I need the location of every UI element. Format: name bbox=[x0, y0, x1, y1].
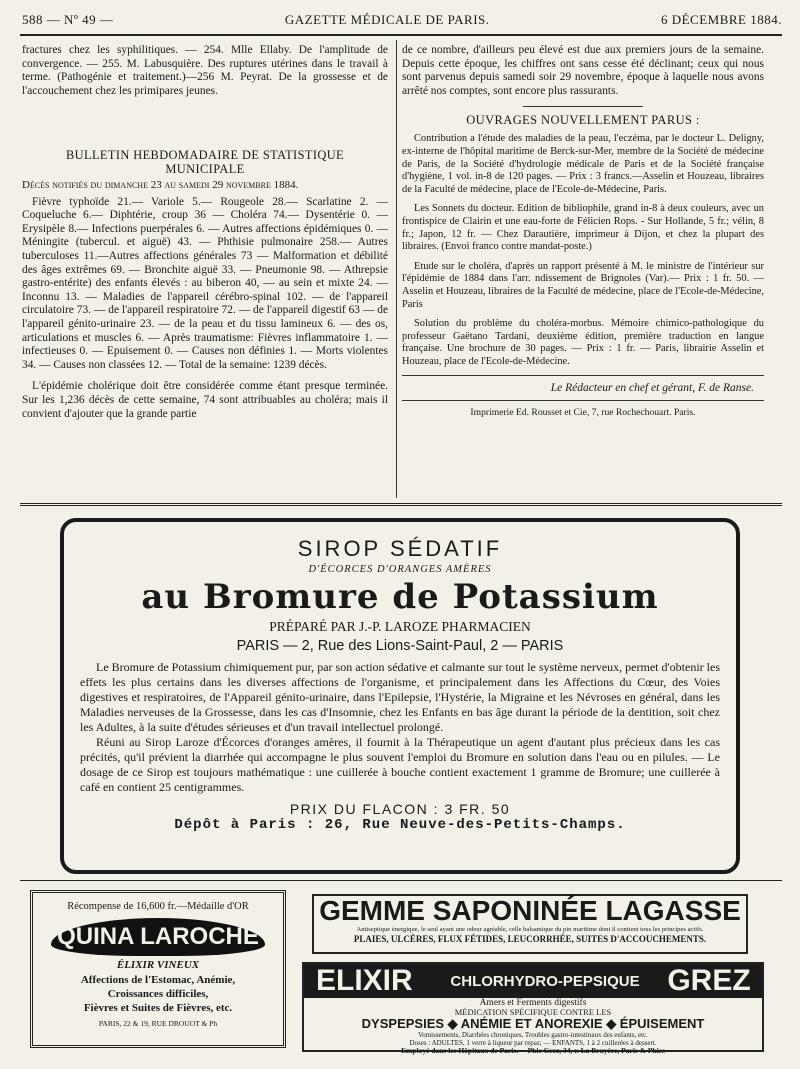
ad-elixir-grez bbox=[302, 962, 764, 1055]
ouvrage-sonnets: Les Sonnets du docteur. Edition de bibliophile, grand in-8 à deux couleurs, avec un frontispice de Clairin et une eau-forte de Félicien Rops. - Sur Hollande, 5 fr.; vélin, 8 fr.; Japon, 12 fr. — Chez Darautière, imprimeur à Dijon, et chez la plupart des libraires. (Envoi franco contre mandat-poste.) bbox=[402, 203, 764, 253]
ad-quina-banner: QUINA LAROCHE bbox=[51, 918, 265, 956]
section-rule bbox=[20, 503, 782, 506]
ad-sirop-sedatif bbox=[60, 518, 740, 874]
short-rule bbox=[523, 106, 643, 107]
ad-elixir-indications: DYSPEPSIES ◆ ANÉMIE ET ANOREXIE ◆ ÉPUISEMENT bbox=[361, 1016, 705, 1031]
ad-elixir-word: ELIXIR bbox=[316, 964, 413, 997]
issue-date: 6 DÉCEMBRE 1884. bbox=[660, 12, 782, 27]
ad-sirop-subtitle: D'ÉCORCES D'ORANGES AMÈRES bbox=[308, 564, 492, 575]
thesis-list: fractures chez les syphilitiques. — 254. Mlle Ellaby. De l'amplitude de convergence. — 255. M. Labusquière. Des ruptures utérines dans le travail à terme. (Pathogénie et traitement.)—256 M. Peyrat. De la grossesse et de l'accouchement chez les primipares jeunes. bbox=[22, 44, 388, 97]
ad-quina-indications: Affections de l'Estomac, Anémie, Croissances difficiles, Fièvres et Suites de Fièvres, etc. bbox=[80, 974, 236, 1014]
ad-sirop-para-1: Le Bromure de Potassium chimiquement pur, par son action sédative et calmante sur tout le système nerveux, permet d'obtenir les effets les plus certains dans les diverses affections de l'organisme, et principalement dans les Affections du Cœur, des Voies digestives et respiratoires, de l'Appareil génito-urinaire, dans l'Epilepsie, l'Hystérie, la Migraine et les Névroses en général, dans les Maladies nerveuses de la Grossesse, dans les cas d'Insomnie, chez les Enfants en bas âge durant la période de la dentition, soit chez les Adultes, à la suite d'études sérieuses et d'un travail intellectuel prolongé. bbox=[80, 660, 720, 734]
page-number: 588 — Nº 49 — bbox=[22, 12, 114, 27]
header-rule bbox=[20, 34, 782, 36]
ad-sirop-address: PARIS — 2, Rue des Lions-Saint-Paul, 2 — PARIS bbox=[236, 638, 564, 654]
ouvrage-cholera-etude: Etude sur le choléra, d'après un rapport présenté à M. le ministre de l'intérieur sur l'épidémie de 1884 dans l'arr. ndissement de Brignoles (Var).— Prix : 1 fr. 50. — Asselin et Houzeau, libraires de la Faculté de médecine, place de l'Ecole-de-Médecine, Paris bbox=[402, 260, 764, 310]
ad-quina-elixir: ÉLIXIR VINEUX bbox=[116, 959, 200, 971]
journal-title: GAZETTE MÉDICALE DE PARIS. bbox=[284, 12, 490, 27]
ad-gemme-indications: PLAIES, ULCÈRES, FLUX FÉTIDES, LEUCORRHÉE, SUITES D'ACCOUCHEMENTS. bbox=[353, 934, 707, 944]
ad-elixir-medication: MÉDICATION SPÉCIFIQUE CONTRE LES bbox=[454, 1007, 612, 1017]
ad-elixir-chlorhydro: CHLORHYDRO-PEPSIQUE bbox=[450, 972, 640, 990]
ouvrages-title: OUVRAGES NOUVELLEMENT PARUS : bbox=[466, 113, 700, 128]
ouvrage-cholera-solution: Solution du problème du choléra-morbus. Mémoire chimico-pathologique du professeur Gaëtano Tardani, deuxième édition, première traduction en langue française. Une brochure de 30 pages. — Prix : 1 fr. — Paris, librairie Asselin et Houzeau, place de l'Ecole-de-Médecine. bbox=[402, 318, 764, 367]
ad-sirop-para-2: Réuni au Sirop Laroze d'Écorces d'oranges amères, il fournit à la Thérapeutique un agent d'autant plus précieux dans les cas précités, qu'il prévient la diarrhée qui accompagne le plus souvent l'emploi du Bromure en solution dans l'eau ou en pilules. — Le dosage de ce Sirop est toujours mathématique : une cuillerée à bouche contient exactement 1 gramme de Bromure; une cuillerée à café en contient 25 centigrammes. bbox=[80, 735, 720, 794]
ad-sirop-headline: au Bromure de Potassium bbox=[141, 577, 659, 617]
page-header bbox=[22, 12, 782, 28]
ad-quina-address: PARIS, 22 & 19, RUE DROUOT & Ph bbox=[98, 1019, 218, 1028]
cholera-continuation: de ce nombre, d'ailleurs peu élevé est due aux premiers jours de la semaine. Depuis cette époque, les chiffres ont sans cesse été déclinant; ceux qui nous sont parvenus depuis samedi soir 29 novembre, époque à laquelle nous avons arrêté nos comptes, sont encore plus rassurants. bbox=[402, 44, 764, 97]
column-separator bbox=[396, 40, 397, 498]
ad-sirop-body bbox=[64, 654, 736, 795]
bulletin-title: BULLETIN HEBDOMADAIRE DE STATISTIQUE MUNICIPALE bbox=[65, 148, 345, 176]
rule bbox=[402, 400, 764, 401]
imprimerie: Imprimerie Ed. Rousset et Cie, 7, rue Rochechouart. Paris. bbox=[470, 407, 696, 419]
ad-elixir-doses: Doses : ADULTES, 1 verre à liqueur par repas; — ENFANTS, 1 à 2 cuillerées à dessert. bbox=[409, 1039, 657, 1047]
ad-elixir-employe: Employé dans les Hôpitaux de Paris.— Phie Grez, 34, r. La Bruyère, Paris & Phies bbox=[401, 1046, 665, 1055]
ouvrage-eczema: Contribution a l'étude des maladies de la peau, l'eczéma, par le docteur L. Deligny, ex-interne de l'hôpital maritime de Berck-sur-Mer, membre de la Société de médecine de Paris, de la Société d'hydrologie médicale de Paris et de la Société française d'hygiène, 1 vol. in-8 de 120 pages. — Prix : 3 francs.—Asselin et Houzeau, libraires de la Faculté de médecine, place de l'Ecole-de-Médecine, Paris. bbox=[402, 133, 764, 195]
redacteur: Le Rédacteur en chef et gérant, F. de Ranse. bbox=[550, 382, 754, 395]
ad-gemme-desc: Antiseptique énergique, le seul ayant une odeur agréable, celle balsamique du pin maritime dont il contient tous les principes actifs. bbox=[356, 926, 704, 933]
left-column bbox=[22, 44, 388, 421]
deces-notified: Décès notifiés du dimanche 23 au samedi 29 novembre 1884. bbox=[22, 179, 299, 191]
ad-gemme-saponinee bbox=[312, 894, 748, 954]
cholera-note: L'épidémie cholérique doit être considérée comme étant presque terminée. Sur les 1,236 décès de cette semaine, 74 sont attribuables au choléra; mais il convient d'ajouter que la grande partie bbox=[22, 380, 388, 420]
ad-elixir-grez-word: GREZ bbox=[667, 964, 751, 997]
ad-sirop-pharmacist: PRÉPARÉ PAR J.-P. LAROZE PHARMACIEN bbox=[269, 619, 531, 634]
ad-quina-award: Récompense de 16,600 fr.—Médaille d'OR bbox=[67, 901, 249, 912]
section-rule bbox=[20, 880, 782, 881]
ad-elixir-amers: Amers et Ferments digestifs bbox=[479, 998, 587, 1008]
mortality-stats: Fièvre typhoïde 21.— Variole 5.— Rougeole 28.— Scarlatine 2. — Coqueluche 6.— Diphtérie, croup 36 — Choléra 74.— Dysentérie 0. — Erysipèle 8.— Infections puerpérales 6. — Autres affections épidémiques 0. — Méningite (tubercul. et aiguë) 43. — Phthisie pulmonaire 258.— Autres tuberculoses 11.—Autres affections générales 73 — Malformation et débilité des âges extrêmes 69. — Bronchite aiguë 33. — Pneumonie 98. — Athrepsie gastro-entérite) des enfants élevés : au biberon 40, — au sein et mixte 24. — Inconnu 13. — Maladies de l'appareil cérébro-spinal 102. — de l'appareil circulatoire 73. — de l'appareil respiratoire 72. — de l'appareil digestif 63 — de l'appareil génito-urinaire 23. — de la peau et du tissu lamineux 6. — des os, articulations et muscles 6. — Après traumatisme: Fièvres inflammatoire 1. — infectieuses 0. — Epuisement 0. — Causes non définies 1. — Morts violentes 34. — Causes non classées 12. — Total de la semaine: 1239 décès. bbox=[22, 195, 388, 371]
right-column bbox=[402, 44, 764, 418]
ad-elixir-symptoms: Vomissements, Diarrhées chroniques, Troubles gastro-intestinaux des enfants, etc. bbox=[418, 1031, 648, 1039]
ad-quina-laroche bbox=[30, 890, 286, 1048]
ad-sirop-title: SIROP SÉDATIF bbox=[297, 536, 503, 561]
ad-gemme-title: GEMME SAPONINÉE LAGASSE bbox=[319, 895, 741, 926]
ad-sirop-price: PRIX DU FLACON : 3 FR. 50 bbox=[289, 801, 511, 817]
ad-elixir-banner bbox=[304, 964, 762, 998]
ad-sirop-depot: Dépôt à Paris : 26, Rue Neuve-des-Petits-Champs. bbox=[174, 817, 626, 833]
rule bbox=[402, 375, 764, 376]
